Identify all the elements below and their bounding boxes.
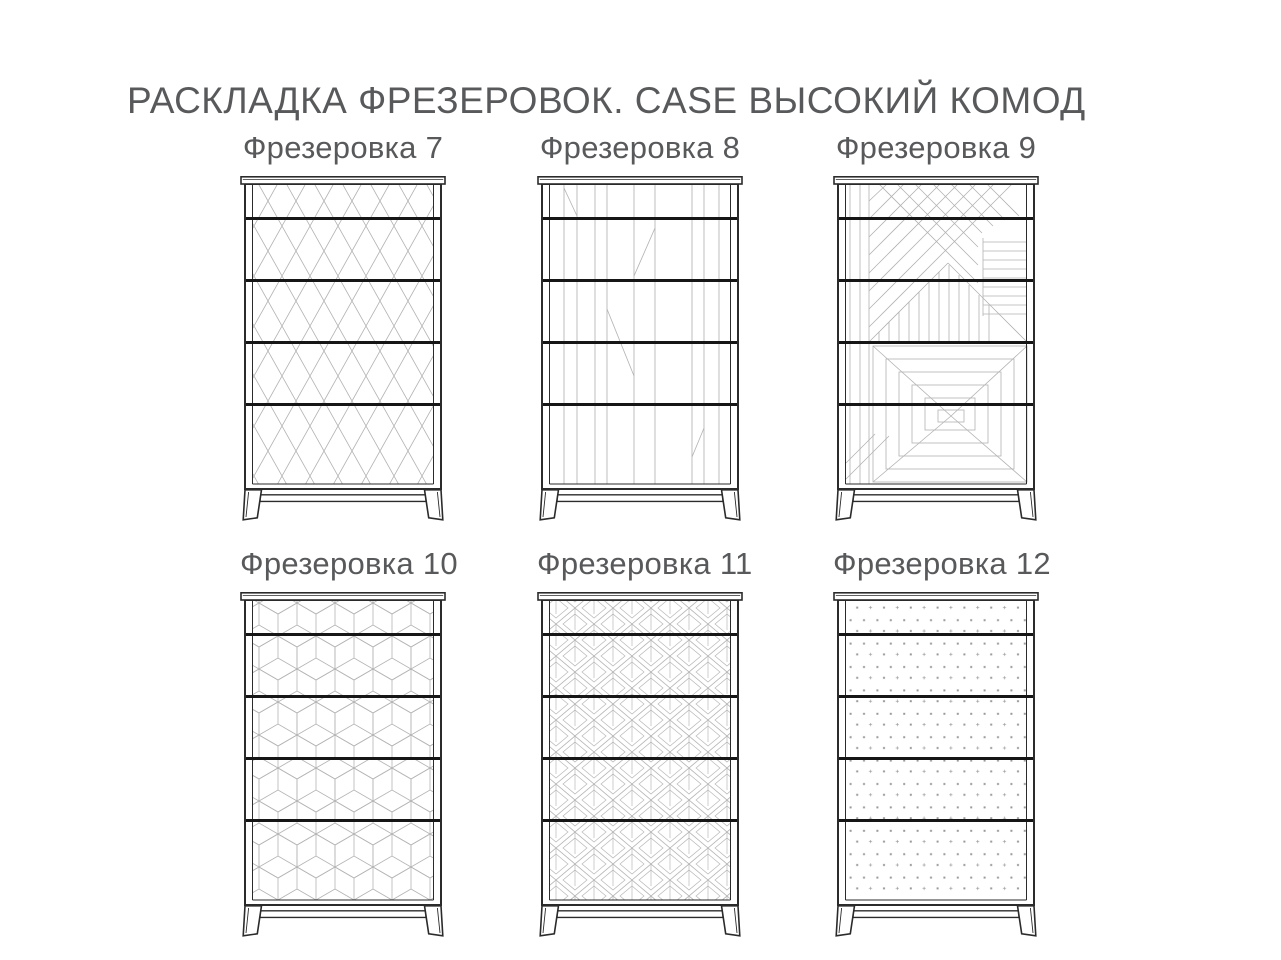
cabinet-label: Фрезеровка 7 (242, 130, 444, 165)
cabinet-card-9 (833, 131, 1039, 522)
milling-pattern-tumbling-blocks (253, 600, 434, 900)
page-title: РАСКЛАДКА ФРЕЗЕРОВОК. CASE ВЫСОКИЙ КОМОД (127, 80, 1086, 121)
cabinet-card-7 (240, 131, 446, 522)
cabinet-label: Фрезеровка 11 (537, 546, 753, 581)
milling-pattern-nested-diamonds (550, 600, 731, 900)
cabinet-drawing-milling-7 (240, 176, 446, 522)
cabinet-label: Фрезеровка 10 (240, 546, 458, 581)
cabinet-drawing-milling-9 (833, 176, 1039, 522)
cabinet-label: Фрезеровка 9 (835, 130, 1037, 165)
cabinet-drawing-milling-8 (537, 176, 743, 522)
cabinet-card-8 (537, 131, 743, 522)
cabinet-card-11 (537, 546, 753, 938)
cabinet-label: Фрезеровка 12 (833, 546, 1051, 581)
cabinet-label: Фрезеровка 8 (539, 130, 741, 165)
cabinet-card-10 (240, 546, 458, 938)
cabinet-card-12 (833, 546, 1051, 938)
cabinet-drawing-milling-11 (537, 592, 743, 938)
milling-pattern-diamond-lattice (253, 184, 434, 484)
cabinet-drawing-milling-12 (833, 592, 1039, 938)
milling-pattern-dot-grid (846, 600, 1027, 900)
cabinet-drawing-milling-10 (240, 592, 446, 938)
